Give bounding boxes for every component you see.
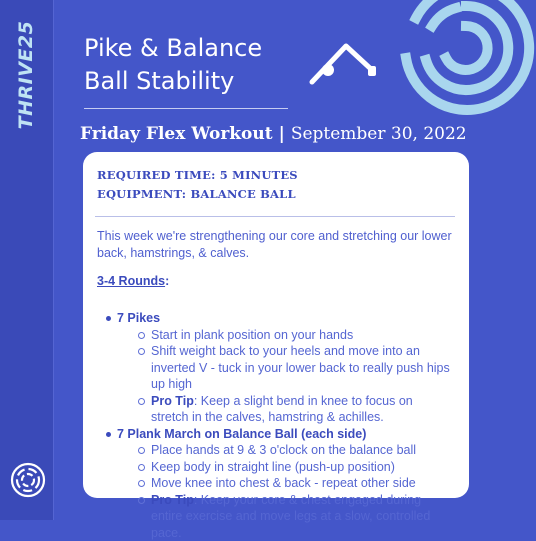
pro-tip [137, 492, 453, 541]
required-time: REQUIRED TIME: 5 MINUTES [97, 166, 453, 185]
title-line-1: Pike & Balance [84, 32, 262, 65]
step-list [117, 442, 453, 541]
exercise-item [105, 426, 453, 541]
thrive-logo-icon [10, 462, 46, 498]
pike-pose-icon [306, 36, 378, 88]
workout-date: September 30, 2022 [291, 124, 467, 144]
card-divider [95, 216, 455, 217]
brand-name: THRIVE25 [15, 21, 37, 130]
exercise-item [105, 310, 453, 426]
intro-text: This week we're strengthening our core and stretching our lower back, hamstrings, & calves. [97, 228, 453, 262]
workout-label: Friday Flex Workout [80, 124, 273, 144]
sidebar [0, 0, 54, 520]
pro-tip-text: : Keep a slight bend in knee to focus on stretch in the calves, hamstring & achilles. [151, 394, 413, 425]
rounds-heading [97, 274, 453, 288]
title-line-2: Ball Stability [84, 65, 262, 98]
brand-wordmark [14, 30, 38, 120]
corner-logo-icon [396, 0, 536, 118]
step-list [117, 327, 453, 426]
step-item: Place hands at 9 & 3 o'clock on the balance ball [137, 442, 453, 459]
page-title [84, 32, 262, 98]
subtitle [80, 124, 467, 144]
pro-tip-label: Pro Tip [151, 493, 194, 507]
step-item: Shift weight back to your heels and move into an inverted V - tuck in your lower back to really push hips up high [137, 343, 453, 393]
exercise-name: 7 Plank March on Balance Ball (each side) [117, 427, 366, 441]
pro-tip-text: : Keep your core & chest engaged during entire exercise and move legs at a slow, controlled pace. [151, 493, 430, 540]
exercise-name: 7 Pikes [117, 311, 160, 325]
workout-card [83, 152, 469, 498]
rounds-colon: : [165, 274, 169, 288]
rounds-label: 3-4 Rounds [97, 274, 165, 288]
title-divider [84, 108, 288, 109]
step-item: Start in plank position on your hands [137, 327, 453, 344]
exercise-list [97, 310, 453, 541]
pro-tip-label: Pro Tip [151, 394, 194, 408]
pro-tip [137, 393, 453, 426]
step-item: Move knee into chest & back - repeat other side [137, 475, 453, 492]
subtitle-separator: | [279, 124, 285, 144]
step-item: Keep body in straight line (push-up position) [137, 459, 453, 476]
equipment: EQUIPMENT: BALANCE BALL [97, 185, 453, 204]
